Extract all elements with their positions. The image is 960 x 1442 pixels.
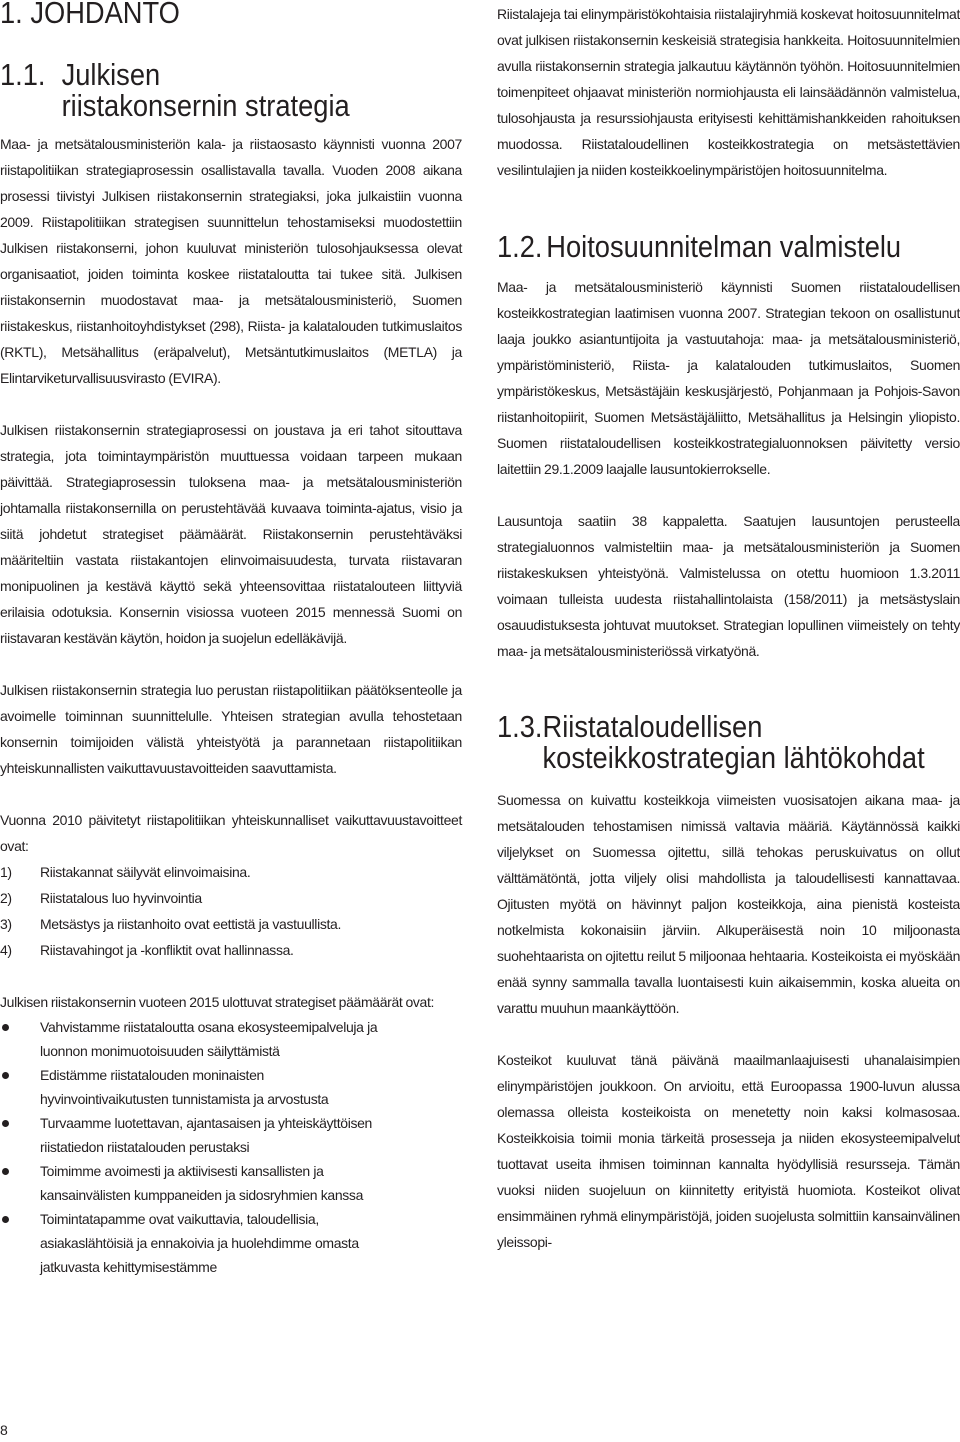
list-item: 3) Metsästys ja riistanhoito ovat eettistä ja vastuullista. [0, 916, 341, 932]
bullet-icon [2, 1168, 9, 1175]
bullet-icon [2, 1024, 9, 1031]
list-item: 2) Riistatalous luo hyvinvointia [0, 890, 202, 906]
paragraph: Julkisen riistakonsernin strategia luo perustan riistapolitiikan päätöksenteolle ja avoimelle toiminnan suunnittelulle. Yhteisen strategian avulla tehostetaan konsernin toimijoiden välistä yhteistyötä ja parannetaan riistapolitiikan yhteiskunnallisten vaikuttavuustavoitteiden saavuttamista. [0, 682, 462, 776]
list-item: Edistämme riistatalouden moninaisten hyvinvointivaikutusten tunnistamista ja arvostusta [0, 1063, 462, 1111]
section-number: 1.1. [0, 57, 46, 92]
paragraph: Julkisen riistakonsernin strategiaprosessi on joustava ja eri tahot sitouttava strategia, jota toimintaympäristön muuttuessa voidaan tarpeen mukaan päivittää. Strategiaprosessin tuloksena maa- ja metsätalousministeriön johtamalla riistakonsernilla on perustehtävää kuvaava toiminta-ajatus, visio ja siitä johdetut strategiset päämäärät. Riistakonsernin perustehtäväksi määriteltiin vastata riistakantojen elinvoimaisuudesta, turvata riistavaran monipuolinen ja kestävä käyttö sekä yhteensovittaa riistatalouteen liittyviä erilaisia odotuksia. Konsernin visiossa vuoteen 2015 mennessä Suomi on riistavaran kestävän käytön, hoidon ja suojelun edelläkävijä. [0, 422, 462, 646]
section-1-1-heading [0, 59, 407, 121]
paragraph: Maa- ja metsätalousministeriö käynnisti Suomen riistataloudellisen kosteikkostrategian laatimisen vuonna 2007. Strategian tekoon on osallistunut laaja joukko asiantuntijoita ja vastuutahoja: maa- ja metsätalousministeriö, ympäristöministeriö, Riista- ja kalatalouden tutkimuslaitos, Suomen ympäristökeskus, Metsästäjäin keskusjärjestö, Pohjanmaan ja Pohjois-Savon riistanhoitopiirit, Suomen Metsästäjäliitto, Metsähallitus ja Helsingin yliopisto. Suomen riistataloudellisen kosteikkostrategialuonnoksen päivitetty versio laitettiin 29.1.2009 laajalle lausuntokierrokselle. [497, 279, 960, 477]
page-number: 8 [0, 1422, 8, 1438]
list-item: 4) Riistavahingot ja -konfliktit ovat hallinnassa. [0, 942, 294, 958]
section-title: Hoitosuunnitelman valmistelu [546, 229, 902, 264]
paragraph: Riistalajeja tai elinympäristökohtaisia riistalajiryhmiä koskevat hoitosuunnitelmat ovat julkisen riistakonsernin keskeisiä strategisia hankkeita. Hoitosuunnitelmien avulla riistakonsernin strategia jalkautuu käytännön työhön. Hoitosuunnitelmien toimenpiteet ohjaavat ministeriön normiohjausta eli lainsäädännön valmistelua, tulosohjausta ja resurssiohjausta erityisesti kehittämishankkeiden rahoituksen muodossa. Riistataloudellinen kosteikkostrategia on metsästettävien vesilintulajien ja niiden kosteikkoelinympäristöjen hoitosuunnitelma. [497, 6, 960, 178]
paragraph: Suomessa on kuivattu kosteikkoja viimeisten vuosisatojen aikana maa- ja metsätalouden tehostamisen nimissä valtavia määriä. Käytännössä kaikki viljelykset on Suomessa ojitettu, sillä tehokas peruskuivatus on ollut välttämätöntä, jotta viljely olisi mahdollista ja taloudellisesti kannattavaa. Ojitusten myötä on hävinnyt paljon kosteikkoja, aina pienistä kosteista notkelmista kokonaisiin järviin. Alkuperäisestä noin 10 miljoonasta suohehtaarista on ojitettu reilut 5 miljoonaa hehtaaria. Kosteikoista ei myöskään enää synny sammalla tavalla luontaisesti kuin aikaisemmin, koska alueita on varattu muuhun maankäyttöön. [497, 792, 960, 1016]
bullet-icon [2, 1216, 9, 1223]
section-number: 1.2. [497, 229, 543, 264]
paragraph: Kosteikot kuuluvat tänä päivänä maailmanlaajuisesti uhanalaisimpien elinympäristöjen joukkoon. On arvioitu, että Euroopassa 1900-luvun alussa olemassa olleista kosteikoista on menetetty noin kaksi kolmasosaa. Kosteikkoisia toimii monia tärkeitä prosesseja ja niiden ekosysteemipalvelut tuottavat useita ihmisen toiminnan kannalta hyödyllisiä resursseja. Tämän vuoksi niiden suojeluun on kiinnitetty erityistä huomiota. Kosteikot olivat ensimmäinen ryhmä elinympäristöjä, joiden suojelusta solmittiin kansainvälinen yleissopi- [497, 1052, 960, 1250]
section-title-line: riistakonsernin strategia [61, 88, 350, 123]
list-item: Toimintatapamme ovat vaikuttavia, taloudellisia, asiakaslähtöisiä ja ennakoivia ja huolehdimme omasta jatkuvasta kehittymisestämme [0, 1207, 462, 1279]
section-title-line: Julkisen [61, 57, 161, 92]
goals-intro: Vuonna 2010 päivitetyt riistapolitiikan yhteiskunnalliset vaikuttavuustavoitteet ovat: [0, 812, 462, 854]
aims-intro: Julkisen riistakonsernin vuoteen 2015 ulottuvat strategiset päämäärät ovat: [0, 994, 435, 1010]
list-item: Turvaamme luotettavan, ajantasaisen ja yhteiskäyttöisen riistatiedon riistatalouden perustaksi [0, 1111, 462, 1159]
left-column [0, 0, 462, 1279]
list-item: Vahvistamme riistataloutta osana ekosysteemipalveluja ja luonnon monimuotoisuuden säilyttämistä [0, 1015, 462, 1063]
goals-list [0, 859, 462, 963]
section-1-3-heading [497, 709, 925, 775]
paragraph: Lausuntoja saatiin 38 kappaletta. Saatujen lausuntojen perusteella strategialuonnos valmisteltiin maa- ja metsätalousministeriön ja Suomen riistakeskuksen yhteistyönä. Valmistelussa on otettu huomioon 1.3.2011 voimaan tulleista uudesta riistahallintolaista (158/2011) ja metsästyslain osauudistuksesta johtuvat muutokset. Strategian lopullinen viimeistely on tehty maa- ja metsätalousministeriössä virkatyönä. [497, 513, 960, 659]
bullet-icon [2, 1072, 9, 1079]
bullet-icon [2, 1120, 9, 1127]
chapter-heading: 1. JOHDANTO [0, 0, 180, 30]
list-item: Toimimme avoimesti ja aktiivisesti kansallisten ja kansainvälisten kumppaneiden ja sidosryhmien kanssa [0, 1159, 462, 1207]
list-item: 1) Riistakannat säilyvät elinvoimaisina. [0, 864, 251, 880]
right-column [497, 0, 960, 1255]
aims-list [0, 1015, 462, 1279]
section-1-2-heading [497, 231, 904, 262]
section-title-line: Riistataloudellisen [542, 709, 763, 744]
paragraph: Maa- ja metsätalousministeriön kala- ja riistaosasto käynnisti vuonna 2007 riistapolitiikan strategiaprosessin osallistavalla tavalla. Vuoden 2008 aikana prosessi tiivistyi Julkisen riistakonsernin strategiaksi, joka julkaistiin vuonna 2009. Riistapolitiikan strategisen suunnittelun tehostamiseksi muodostettiin Julkisen riistakonserni, johon kuuluvat ministeriön tulosohjauksessa olevat organisaatiot, joiden toiminta koskee riistataloutta tai tukee sitä. Julkisen riistakonsernin muodostavat maa- ja metsätalousministeriö, Suomen riistakeskus, riistanhoitoyhdistykset (298), Riista- ja kalatalouden tutkimuslaitos (RKTL), Metsähallitus (eräpalvelut), Metsäntutkimuslaitos (METLA) ja Elintarviketurvallisuusvirasto (EVIRA). [0, 136, 462, 386]
section-title-line: kosteikkostrategian lähtökohdat [542, 740, 925, 775]
section-number: 1.3. [497, 709, 543, 744]
